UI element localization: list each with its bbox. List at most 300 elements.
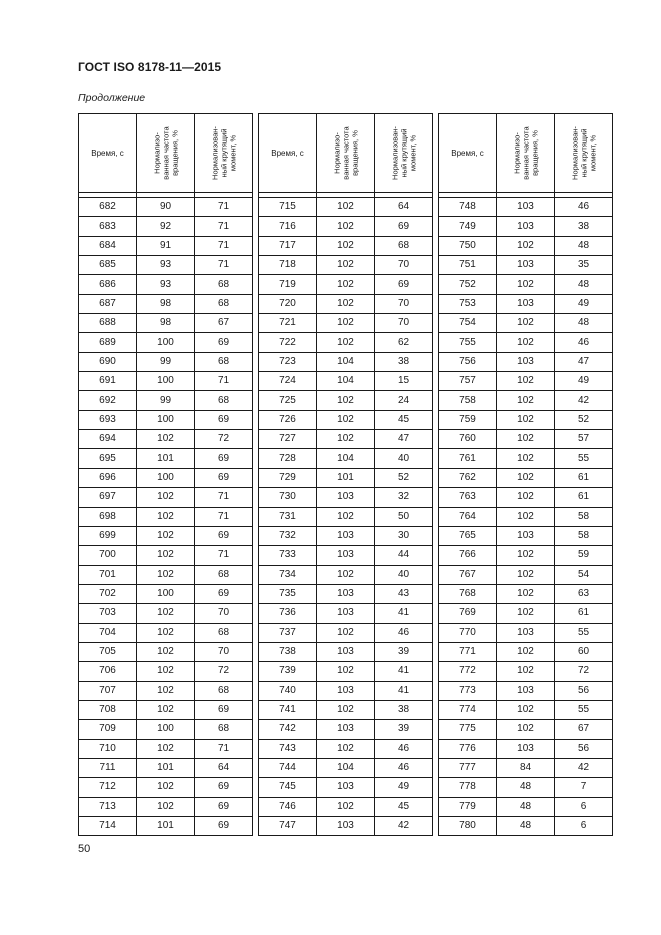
torque-cell: 69	[195, 817, 253, 836]
torque-cell: 61	[555, 468, 613, 487]
torque-cell: 46	[375, 739, 433, 758]
torque-cell: 46	[375, 623, 433, 642]
speed-cell: 102	[317, 217, 375, 236]
speed-cell: 102	[317, 430, 375, 449]
table-row	[259, 217, 433, 236]
table-row	[259, 642, 433, 661]
time-cell: 695	[79, 449, 137, 468]
time-cell: 777	[439, 758, 497, 777]
speed-cell: 102	[317, 294, 375, 313]
speed-cell: 100	[137, 468, 195, 487]
speed-cell: 104	[317, 449, 375, 468]
table-row	[439, 275, 613, 294]
column-header-speed	[317, 114, 375, 193]
data-table-2	[258, 113, 433, 836]
torque-cell: 39	[375, 642, 433, 661]
table-row	[439, 468, 613, 487]
column-header-speed-text: Нормализо- ванная частота вращения, %	[152, 126, 179, 180]
time-cell: 696	[79, 468, 137, 487]
speed-cell: 103	[317, 778, 375, 797]
time-cell: 697	[79, 488, 137, 507]
speed-cell: 102	[497, 391, 555, 410]
time-cell: 715	[259, 198, 317, 217]
speed-cell: 102	[137, 565, 195, 584]
table-row	[259, 739, 433, 758]
table-row	[79, 681, 253, 700]
speed-cell: 103	[497, 739, 555, 758]
torque-cell: 68	[195, 391, 253, 410]
table-row	[439, 797, 613, 816]
time-cell: 742	[259, 720, 317, 739]
speed-cell: 102	[317, 623, 375, 642]
column-header-torque	[555, 114, 613, 193]
speed-cell: 102	[137, 739, 195, 758]
time-cell: 689	[79, 333, 137, 352]
speed-cell: 101	[137, 449, 195, 468]
time-cell: 691	[79, 372, 137, 391]
table-row	[259, 662, 433, 681]
time-cell: 774	[439, 700, 497, 719]
speed-cell: 98	[137, 314, 195, 333]
time-cell: 683	[79, 217, 137, 236]
time-cell: 738	[259, 642, 317, 661]
time-cell: 712	[79, 778, 137, 797]
table-row	[79, 314, 253, 333]
speed-cell: 101	[317, 468, 375, 487]
torque-cell: 71	[195, 198, 253, 217]
torque-cell: 48	[555, 275, 613, 294]
table-row	[259, 797, 433, 816]
time-cell: 682	[79, 198, 137, 217]
speed-cell: 101	[137, 758, 195, 777]
torque-cell: 61	[555, 488, 613, 507]
time-cell: 759	[439, 410, 497, 429]
speed-cell: 103	[317, 642, 375, 661]
table-row	[259, 294, 433, 313]
torque-cell: 68	[195, 352, 253, 371]
time-cell: 716	[259, 217, 317, 236]
table-row	[259, 198, 433, 217]
time-cell: 779	[439, 797, 497, 816]
time-cell: 725	[259, 391, 317, 410]
torque-cell: 55	[555, 700, 613, 719]
time-cell: 770	[439, 623, 497, 642]
speed-cell: 102	[317, 797, 375, 816]
torque-cell: 71	[195, 256, 253, 275]
torque-cell: 72	[555, 662, 613, 681]
speed-cell: 102	[497, 488, 555, 507]
time-cell: 758	[439, 391, 497, 410]
speed-cell: 102	[497, 604, 555, 623]
speed-cell: 103	[497, 256, 555, 275]
time-cell: 722	[259, 333, 317, 352]
time-cell: 751	[439, 256, 497, 275]
time-cell: 706	[79, 662, 137, 681]
speed-cell: 102	[317, 662, 375, 681]
table-row	[79, 604, 253, 623]
time-cell: 729	[259, 468, 317, 487]
torque-cell: 69	[375, 217, 433, 236]
time-cell: 687	[79, 294, 137, 313]
time-cell: 741	[259, 700, 317, 719]
torque-cell: 24	[375, 391, 433, 410]
torque-cell: 59	[555, 546, 613, 565]
speed-cell: 102	[497, 584, 555, 603]
table-row	[259, 275, 433, 294]
table-row	[79, 758, 253, 777]
time-cell: 711	[79, 758, 137, 777]
table-row	[259, 526, 433, 545]
table-row	[439, 720, 613, 739]
table-row	[259, 372, 433, 391]
table-row	[79, 430, 253, 449]
table-row	[259, 468, 433, 487]
speed-cell: 103	[497, 526, 555, 545]
table-row	[79, 700, 253, 719]
time-cell: 700	[79, 546, 137, 565]
data-table-1	[78, 113, 253, 836]
table-row	[439, 294, 613, 313]
time-cell: 704	[79, 623, 137, 642]
table-row	[79, 623, 253, 642]
time-cell: 755	[439, 333, 497, 352]
torque-cell: 70	[375, 256, 433, 275]
column-header-torque-text: Нормализован- ный крутящий момент, %	[210, 126, 237, 180]
torque-cell: 47	[375, 430, 433, 449]
table-row	[439, 236, 613, 255]
speed-cell: 102	[137, 488, 195, 507]
speed-cell: 102	[497, 565, 555, 584]
speed-cell: 102	[317, 410, 375, 429]
speed-cell: 103	[497, 294, 555, 313]
table-row	[259, 565, 433, 584]
torque-cell: 60	[555, 642, 613, 661]
time-cell: 701	[79, 565, 137, 584]
time-cell: 733	[259, 546, 317, 565]
speed-cell: 103	[497, 198, 555, 217]
time-cell: 765	[439, 526, 497, 545]
time-cell: 714	[79, 817, 137, 836]
speed-cell: 103	[317, 604, 375, 623]
speed-cell: 102	[137, 604, 195, 623]
time-cell: 730	[259, 488, 317, 507]
time-cell: 776	[439, 739, 497, 758]
torque-cell: 56	[555, 681, 613, 700]
table-row	[79, 217, 253, 236]
time-cell: 778	[439, 778, 497, 797]
torque-cell: 46	[555, 333, 613, 352]
torque-cell: 68	[195, 720, 253, 739]
table-row	[259, 256, 433, 275]
time-cell: 685	[79, 256, 137, 275]
speed-cell: 48	[497, 797, 555, 816]
time-cell: 688	[79, 314, 137, 333]
time-cell: 761	[439, 449, 497, 468]
table-row	[439, 410, 613, 429]
torque-cell: 47	[555, 352, 613, 371]
table-row	[259, 623, 433, 642]
time-cell: 744	[259, 758, 317, 777]
table-row	[259, 449, 433, 468]
torque-cell: 69	[195, 797, 253, 816]
torque-cell: 41	[375, 662, 433, 681]
time-cell: 702	[79, 584, 137, 603]
time-cell: 747	[259, 817, 317, 836]
table-row	[79, 642, 253, 661]
speed-cell: 100	[137, 720, 195, 739]
torque-cell: 43	[375, 584, 433, 603]
time-cell: 707	[79, 681, 137, 700]
speed-cell: 102	[497, 507, 555, 526]
torque-cell: 49	[375, 778, 433, 797]
torque-cell: 52	[555, 410, 613, 429]
table-row	[259, 817, 433, 836]
column-header-time: Время, с	[79, 114, 137, 193]
time-cell: 732	[259, 526, 317, 545]
table-row	[79, 236, 253, 255]
time-cell: 780	[439, 817, 497, 836]
time-cell: 740	[259, 681, 317, 700]
torque-cell: 62	[375, 333, 433, 352]
speed-cell: 102	[497, 430, 555, 449]
time-cell: 769	[439, 604, 497, 623]
torque-cell: 48	[555, 236, 613, 255]
torque-cell: 67	[195, 314, 253, 333]
time-cell: 766	[439, 546, 497, 565]
table-row	[439, 565, 613, 584]
speed-cell: 84	[497, 758, 555, 777]
speed-cell: 102	[137, 797, 195, 816]
table-row	[79, 720, 253, 739]
table-row	[439, 526, 613, 545]
time-cell: 693	[79, 410, 137, 429]
torque-cell: 46	[555, 198, 613, 217]
time-cell: 752	[439, 275, 497, 294]
time-cell: 692	[79, 391, 137, 410]
torque-cell: 42	[555, 391, 613, 410]
table-row	[79, 410, 253, 429]
torque-cell: 41	[375, 604, 433, 623]
column-header-time: Время, с	[259, 114, 317, 193]
torque-cell: 68	[195, 681, 253, 700]
torque-cell: 38	[375, 352, 433, 371]
torque-cell: 35	[555, 256, 613, 275]
speed-cell: 91	[137, 236, 195, 255]
time-cell: 750	[439, 236, 497, 255]
speed-cell: 102	[497, 662, 555, 681]
speed-cell: 102	[137, 623, 195, 642]
table-row	[439, 546, 613, 565]
torque-cell: 38	[375, 700, 433, 719]
column-header-time: Время, с	[439, 114, 497, 193]
torque-cell: 64	[375, 198, 433, 217]
speed-cell: 102	[137, 507, 195, 526]
torque-cell: 6	[555, 797, 613, 816]
table-row	[439, 198, 613, 217]
time-cell: 760	[439, 430, 497, 449]
time-cell: 735	[259, 584, 317, 603]
speed-cell: 102	[137, 546, 195, 565]
table-row	[259, 681, 433, 700]
torque-cell: 69	[195, 778, 253, 797]
table-row	[439, 817, 613, 836]
table-row	[79, 333, 253, 352]
speed-cell: 103	[497, 217, 555, 236]
time-cell: 775	[439, 720, 497, 739]
torque-cell: 68	[195, 623, 253, 642]
table-row	[439, 333, 613, 352]
time-cell: 772	[439, 662, 497, 681]
time-cell: 698	[79, 507, 137, 526]
speed-cell: 103	[317, 488, 375, 507]
speed-cell: 93	[137, 275, 195, 294]
torque-cell: 69	[195, 333, 253, 352]
speed-cell: 102	[317, 198, 375, 217]
table-row	[79, 275, 253, 294]
table-row	[79, 294, 253, 313]
table-row	[79, 352, 253, 371]
time-cell: 762	[439, 468, 497, 487]
speed-cell: 104	[317, 372, 375, 391]
time-cell: 719	[259, 275, 317, 294]
speed-cell: 48	[497, 817, 555, 836]
table-row	[79, 449, 253, 468]
time-cell: 727	[259, 430, 317, 449]
time-cell: 734	[259, 565, 317, 584]
time-cell: 699	[79, 526, 137, 545]
table-row	[79, 507, 253, 526]
table-row	[79, 739, 253, 758]
column-header-speed	[497, 114, 555, 193]
table-row	[439, 642, 613, 661]
torque-cell: 70	[195, 604, 253, 623]
torque-cell: 44	[375, 546, 433, 565]
speed-cell: 103	[317, 720, 375, 739]
torque-cell: 49	[555, 294, 613, 313]
speed-cell: 102	[497, 372, 555, 391]
speed-cell: 102	[497, 314, 555, 333]
column-header-torque-text: Нормализован- ный крутящий момент, %	[570, 126, 597, 180]
torque-cell: 52	[375, 468, 433, 487]
table-row	[439, 256, 613, 275]
torque-cell: 72	[195, 662, 253, 681]
table-row	[439, 700, 613, 719]
torque-cell: 48	[555, 314, 613, 333]
torque-cell: 49	[555, 372, 613, 391]
time-cell: 708	[79, 700, 137, 719]
table-row	[439, 604, 613, 623]
time-cell: 721	[259, 314, 317, 333]
column-header-speed-text: Нормализо- ванная частота вращения, %	[332, 126, 359, 180]
torque-cell: 71	[195, 488, 253, 507]
time-cell: 764	[439, 507, 497, 526]
time-cell: 694	[79, 430, 137, 449]
speed-cell: 102	[137, 700, 195, 719]
torque-cell: 45	[375, 410, 433, 429]
time-cell: 684	[79, 236, 137, 255]
time-cell: 737	[259, 623, 317, 642]
speed-cell: 103	[317, 681, 375, 700]
speed-cell: 102	[497, 720, 555, 739]
time-cell: 754	[439, 314, 497, 333]
torque-cell: 64	[195, 758, 253, 777]
table-row	[79, 526, 253, 545]
torque-cell: 71	[195, 372, 253, 391]
torque-cell: 69	[195, 410, 253, 429]
speed-cell: 102	[137, 662, 195, 681]
table-row	[259, 700, 433, 719]
torque-cell: 68	[195, 565, 253, 584]
speed-cell: 102	[497, 333, 555, 352]
torque-cell: 58	[555, 507, 613, 526]
torque-cell: 32	[375, 488, 433, 507]
speed-cell: 102	[497, 700, 555, 719]
speed-cell: 102	[497, 546, 555, 565]
time-cell: 746	[259, 797, 317, 816]
torque-cell: 6	[555, 817, 613, 836]
table-row	[259, 391, 433, 410]
torque-cell: 68	[375, 236, 433, 255]
speed-cell: 99	[137, 391, 195, 410]
torque-cell: 69	[375, 275, 433, 294]
table-row	[79, 797, 253, 816]
time-cell: 720	[259, 294, 317, 313]
time-cell: 724	[259, 372, 317, 391]
torque-cell: 68	[195, 275, 253, 294]
torque-cell: 58	[555, 526, 613, 545]
time-cell: 726	[259, 410, 317, 429]
torque-cell: 38	[555, 217, 613, 236]
torque-cell: 67	[555, 720, 613, 739]
torque-cell: 71	[195, 546, 253, 565]
speed-cell: 102	[317, 275, 375, 294]
column-header-speed-text: Нормализо- ванная частота вращения, %	[512, 126, 539, 180]
time-cell: 756	[439, 352, 497, 371]
torque-cell: 71	[195, 739, 253, 758]
torque-cell: 50	[375, 507, 433, 526]
time-cell: 728	[259, 449, 317, 468]
speed-cell: 102	[317, 333, 375, 352]
torque-cell: 68	[195, 294, 253, 313]
speed-cell: 90	[137, 198, 195, 217]
time-cell: 753	[439, 294, 497, 313]
speed-cell: 104	[317, 352, 375, 371]
speed-cell: 103	[317, 546, 375, 565]
torque-cell: 61	[555, 604, 613, 623]
speed-cell: 102	[497, 410, 555, 429]
table-row	[259, 778, 433, 797]
table-row	[259, 410, 433, 429]
column-header-torque	[375, 114, 433, 193]
speed-cell: 102	[137, 642, 195, 661]
speed-cell: 102	[497, 236, 555, 255]
speed-cell: 103	[317, 526, 375, 545]
torque-cell: 57	[555, 430, 613, 449]
speed-cell: 102	[317, 565, 375, 584]
table-row	[259, 720, 433, 739]
speed-cell: 103	[497, 681, 555, 700]
table-row	[439, 662, 613, 681]
speed-cell: 98	[137, 294, 195, 313]
time-cell: 718	[259, 256, 317, 275]
table-header-row	[439, 114, 613, 193]
time-cell: 773	[439, 681, 497, 700]
table-row	[439, 449, 613, 468]
speed-cell: 102	[317, 700, 375, 719]
table-row	[79, 546, 253, 565]
speed-cell: 103	[497, 352, 555, 371]
table-row	[439, 372, 613, 391]
